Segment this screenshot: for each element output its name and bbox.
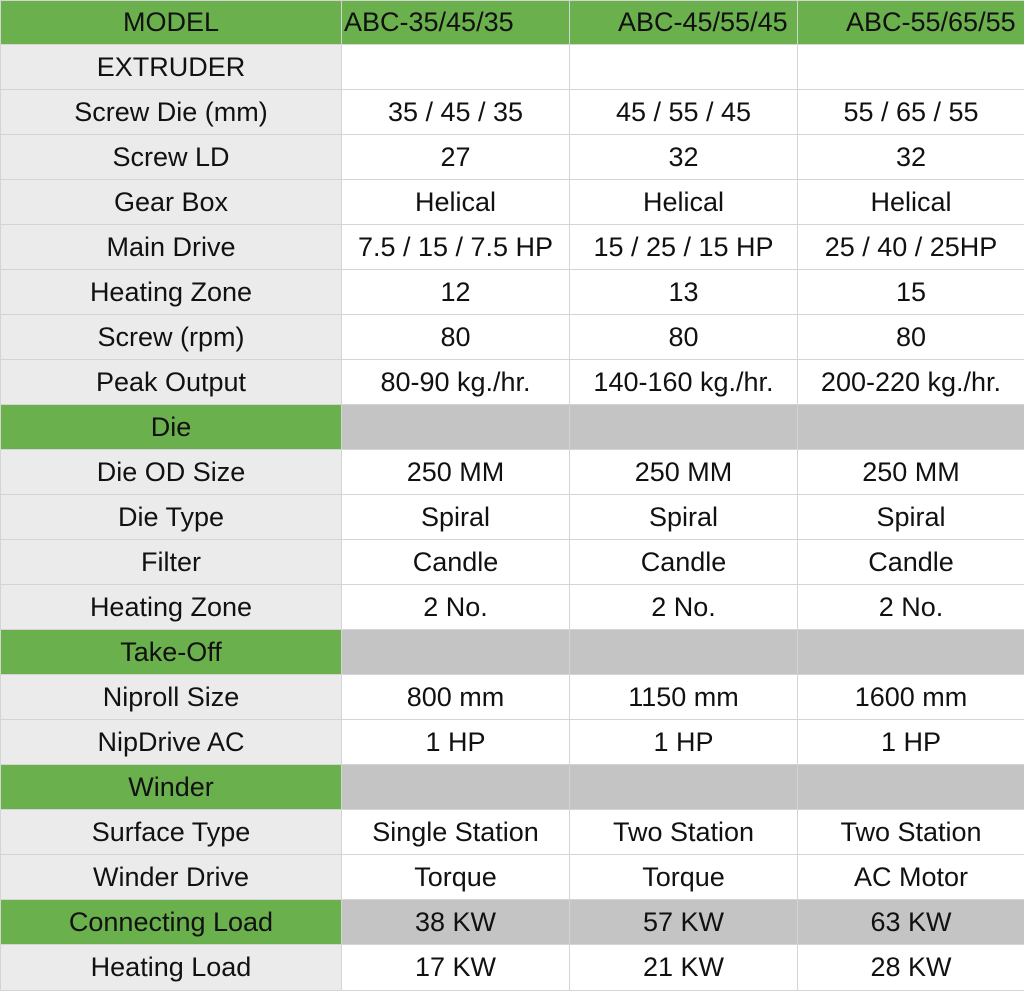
spec-value (570, 45, 798, 90)
spec-value: 7.5 / 15 / 7.5 HP (342, 225, 570, 270)
spec-value: Candle (342, 540, 570, 585)
spec-value: 32 (798, 135, 1024, 180)
spec-value (342, 765, 570, 810)
spec-value: 35 / 45 / 35 (342, 90, 570, 135)
spec-label: Take-Off (1, 630, 342, 675)
spec-value: Torque (570, 855, 798, 900)
spec-value: 2 No. (342, 585, 570, 630)
spec-value: 13 (570, 270, 798, 315)
spec-label: Peak Output (1, 360, 342, 405)
spec-label: Heating Load (1, 945, 342, 991)
spec-value: 28 KW (798, 945, 1024, 991)
spec-value: Spiral (570, 495, 798, 540)
spec-label: Winder Drive (1, 855, 342, 900)
spec-value: Helical (570, 180, 798, 225)
spec-label: Gear Box (1, 180, 342, 225)
spec-row (1, 180, 1024, 225)
spec-row (1, 135, 1024, 180)
section-row (1, 900, 1024, 945)
spec-label: Screw Die (mm) (1, 90, 342, 135)
spec-value: 80-90 kg./hr. (342, 360, 570, 405)
header-row (1, 1, 1024, 45)
spec-value (342, 405, 570, 450)
spec-label: NipDrive AC (1, 720, 342, 765)
spec-label: Die Type (1, 495, 342, 540)
spec-row (1, 450, 1024, 495)
spec-value: 1 HP (342, 720, 570, 765)
spec-value: Helical (342, 180, 570, 225)
spec-value: Two Station (798, 810, 1024, 855)
spec-value (798, 630, 1024, 675)
spec-value: 63 KW (798, 900, 1024, 945)
spec-value: 80 (570, 315, 798, 360)
spec-row (1, 90, 1024, 135)
spec-value: Single Station (342, 810, 570, 855)
spec-row (1, 540, 1024, 585)
spec-value (798, 405, 1024, 450)
spec-row (1, 315, 1024, 360)
spec-row (1, 855, 1024, 900)
spec-label: Surface Type (1, 810, 342, 855)
spec-table-body (1, 1, 1024, 991)
spec-label: Main Drive (1, 225, 342, 270)
spec-row (1, 720, 1024, 765)
spec-label: Niproll Size (1, 675, 342, 720)
spec-value: 1600 mm (798, 675, 1024, 720)
model-col-2: ABC-45/55/45 (570, 1, 798, 45)
spec-value: 2 No. (798, 585, 1024, 630)
spec-label: Die (1, 405, 342, 450)
spec-label: EXTRUDER (1, 45, 342, 90)
spec-value (342, 630, 570, 675)
spec-value: 800 mm (342, 675, 570, 720)
spec-value: 15 (798, 270, 1024, 315)
spec-label: Winder (1, 765, 342, 810)
spec-row (1, 810, 1024, 855)
spec-value: Candle (570, 540, 798, 585)
spec-value: 2 No. (570, 585, 798, 630)
spec-value: 45 / 55 / 45 (570, 90, 798, 135)
spec-value: 38 KW (342, 900, 570, 945)
spec-row (1, 270, 1024, 315)
spec-value: 27 (342, 135, 570, 180)
spec-value: AC Motor (798, 855, 1024, 900)
spec-value: 140-160 kg./hr. (570, 360, 798, 405)
spec-value: 15 / 25 / 15 HP (570, 225, 798, 270)
spec-row (1, 675, 1024, 720)
spec-row (1, 225, 1024, 270)
spec-value: Torque (342, 855, 570, 900)
spec-value: Helical (798, 180, 1024, 225)
spec-label: Heating Zone (1, 585, 342, 630)
spec-row (1, 495, 1024, 540)
spec-value: Spiral (342, 495, 570, 540)
spec-value: 12 (342, 270, 570, 315)
spec-label: Die OD Size (1, 450, 342, 495)
spec-value (570, 405, 798, 450)
spec-value: 200-220 kg./hr. (798, 360, 1024, 405)
spec-value (570, 765, 798, 810)
spec-value: Spiral (798, 495, 1024, 540)
spec-value: 250 MM (798, 450, 1024, 495)
spec-label: Connecting Load (1, 900, 342, 945)
section-row (1, 405, 1024, 450)
spec-value: 21 KW (570, 945, 798, 991)
spec-value: 55 / 65 / 55 (798, 90, 1024, 135)
spec-value: 80 (342, 315, 570, 360)
spec-value: 1 HP (798, 720, 1024, 765)
model-col-1: ABC-35/45/35 (342, 1, 570, 45)
section-row (1, 630, 1024, 675)
spec-value: 17 KW (342, 945, 570, 991)
spec-value: 32 (570, 135, 798, 180)
spec-value: 57 KW (570, 900, 798, 945)
spec-row (1, 945, 1024, 991)
spec-value: 250 MM (342, 450, 570, 495)
spec-label: Heating Zone (1, 270, 342, 315)
spec-value (798, 45, 1024, 90)
spec-value: 1 HP (570, 720, 798, 765)
spec-row (1, 585, 1024, 630)
spec-label: Screw LD (1, 135, 342, 180)
spec-value: Two Station (570, 810, 798, 855)
spec-value: 25 / 40 / 25HP (798, 225, 1024, 270)
spec-row (1, 360, 1024, 405)
model-header: MODEL (1, 1, 342, 45)
spec-value (570, 630, 798, 675)
spec-value: 250 MM (570, 450, 798, 495)
model-col-3: ABC-55/65/55 (798, 1, 1024, 45)
section-row (1, 765, 1024, 810)
spec-label: Filter (1, 540, 342, 585)
spec-value (342, 45, 570, 90)
spec-label: Screw (rpm) (1, 315, 342, 360)
spec-value (798, 765, 1024, 810)
spec-value: 80 (798, 315, 1024, 360)
spec-value: 1150 mm (570, 675, 798, 720)
spec-row (1, 45, 1024, 90)
spec-value: Candle (798, 540, 1024, 585)
